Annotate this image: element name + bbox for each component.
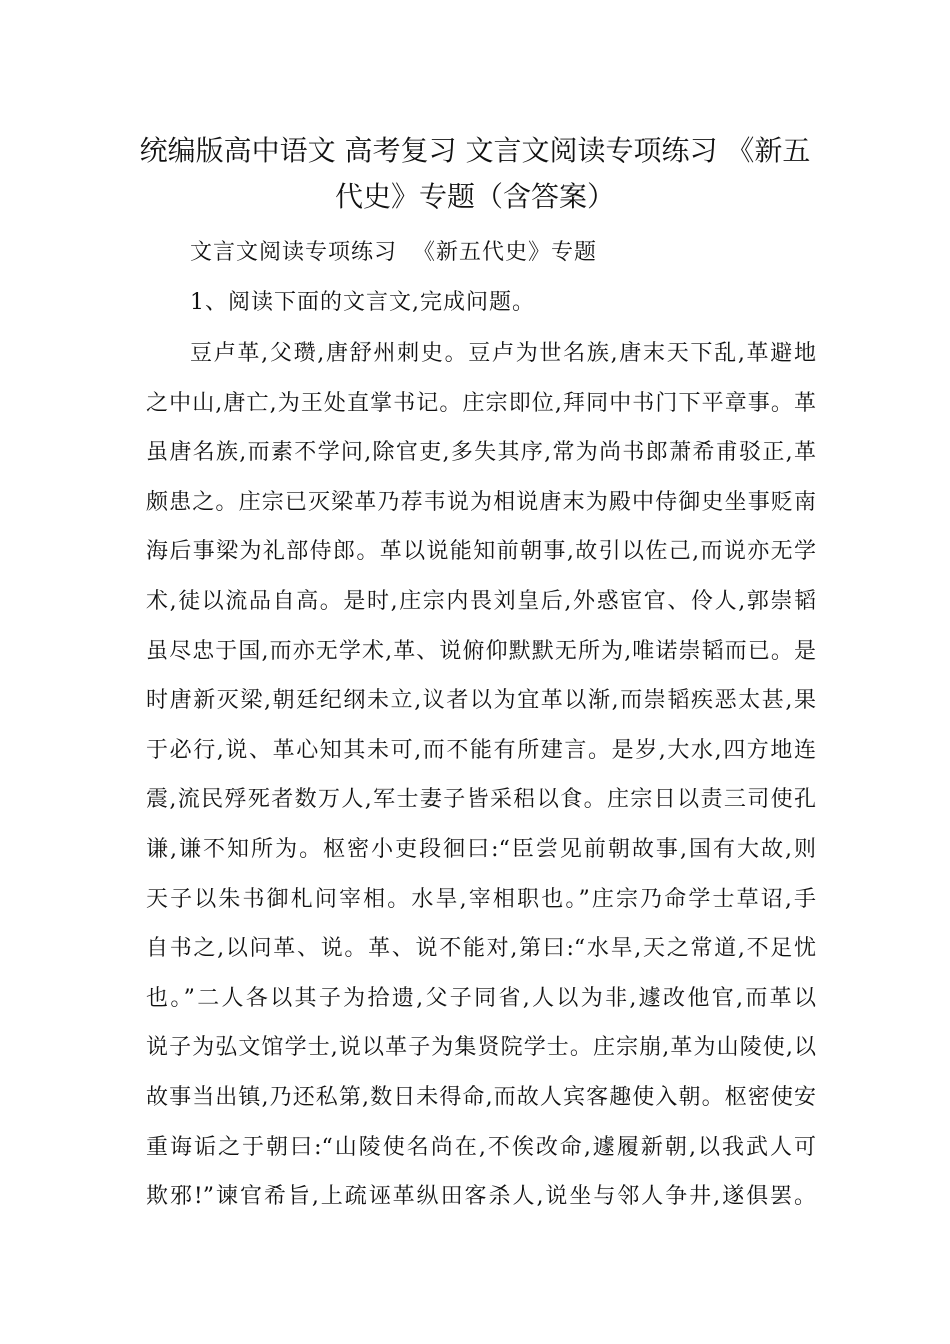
- passage-line: 海后事梁为礼部侍郎。革以说能知前朝事,故引以佐己,而说亦无学: [146, 539, 816, 565]
- passage-line: 之中山,唐亡,为王处直掌书记。庄宗即位,拜同中书门下平章事。革: [146, 390, 816, 416]
- document-title: [130, 128, 820, 220]
- passage-line: 谦,谦不知所为。枢密小吏段徊曰:“臣尝见前朝故事,国有大故,则: [146, 836, 816, 862]
- passage-line: 颇患之。庄宗已灭梁革乃荐韦说为相说唐末为殿中侍御史坐事贬南: [146, 489, 816, 515]
- classical-passage: [146, 339, 816, 1232]
- passage-line: 欺邪!”谏官希旨,上疏诬革纵田客杀人,说坐与邻人争井,遂俱罢。: [146, 1184, 816, 1210]
- passage-line: 虽唐名族,而素不学问,除官吏,多失其序,常为尚书郎萧希甫驳正,革: [146, 440, 816, 466]
- title-line-2: 代史》专题（含答案）: [334, 180, 615, 213]
- passage-line: 故事当出镇,乃还私第,数日未得命,而故人宾客趣使入朝。枢密使安: [146, 1084, 816, 1110]
- passage-line: 术,徒以流品自高。是时,庄宗内畏刘皇后,外惑宦官、伶人,郭崇韬: [146, 588, 816, 614]
- question-prompt: 1、阅读下面的文言文,完成问题。: [190, 290, 535, 315]
- passage-line: 豆卢革,父瓒,唐舒州刺史。豆卢为世名族,唐末天下乱,革避地: [190, 341, 816, 366]
- passage-line: 说子为弘文馆学士,说以革子为集贤院学士。庄宗崩,革为山陵使,以: [146, 1035, 816, 1061]
- section-subtitle: 文言文阅读专项练习 《新五代史》专题: [190, 240, 597, 265]
- passage-line: 也。”二人各以其子为拾遗,父子同省,人以为非,遽改他官,而革以: [146, 985, 816, 1011]
- passage-line: 自书之,以问革、说。革、说不能对,第曰:“水旱,天之常道,不足忧: [146, 936, 816, 962]
- passage-line: 天子以朱书御札问宰相。水旱,宰相职也。”庄宗乃命学士草诏,手: [146, 886, 816, 912]
- passage-line: 于必行,说、革心知其未可,而不能有所建言。是岁,大水,四方地连: [146, 737, 816, 763]
- passage-line: 虽尽忠于国,而亦无学术,革、说俯仰默默无所为,唯诺崇韬而已。是: [146, 638, 816, 664]
- passage-line: 震,流民殍死者数万人,军士妻子皆采稆以食。庄宗日以责三司使孔: [146, 787, 816, 813]
- passage-line: 时唐新灭梁,朝廷纪纲未立,议者以为宜革以渐,而崇韬疾恶太甚,果: [146, 688, 816, 714]
- title-line-1: 统编版高中语文 高考复习 文言文阅读专项练习 《新五: [139, 134, 811, 167]
- passage-line: 重诲诟之于朝曰:“山陵使名尚在,不俟改命,遽履新朝,以我武人可: [146, 1134, 816, 1160]
